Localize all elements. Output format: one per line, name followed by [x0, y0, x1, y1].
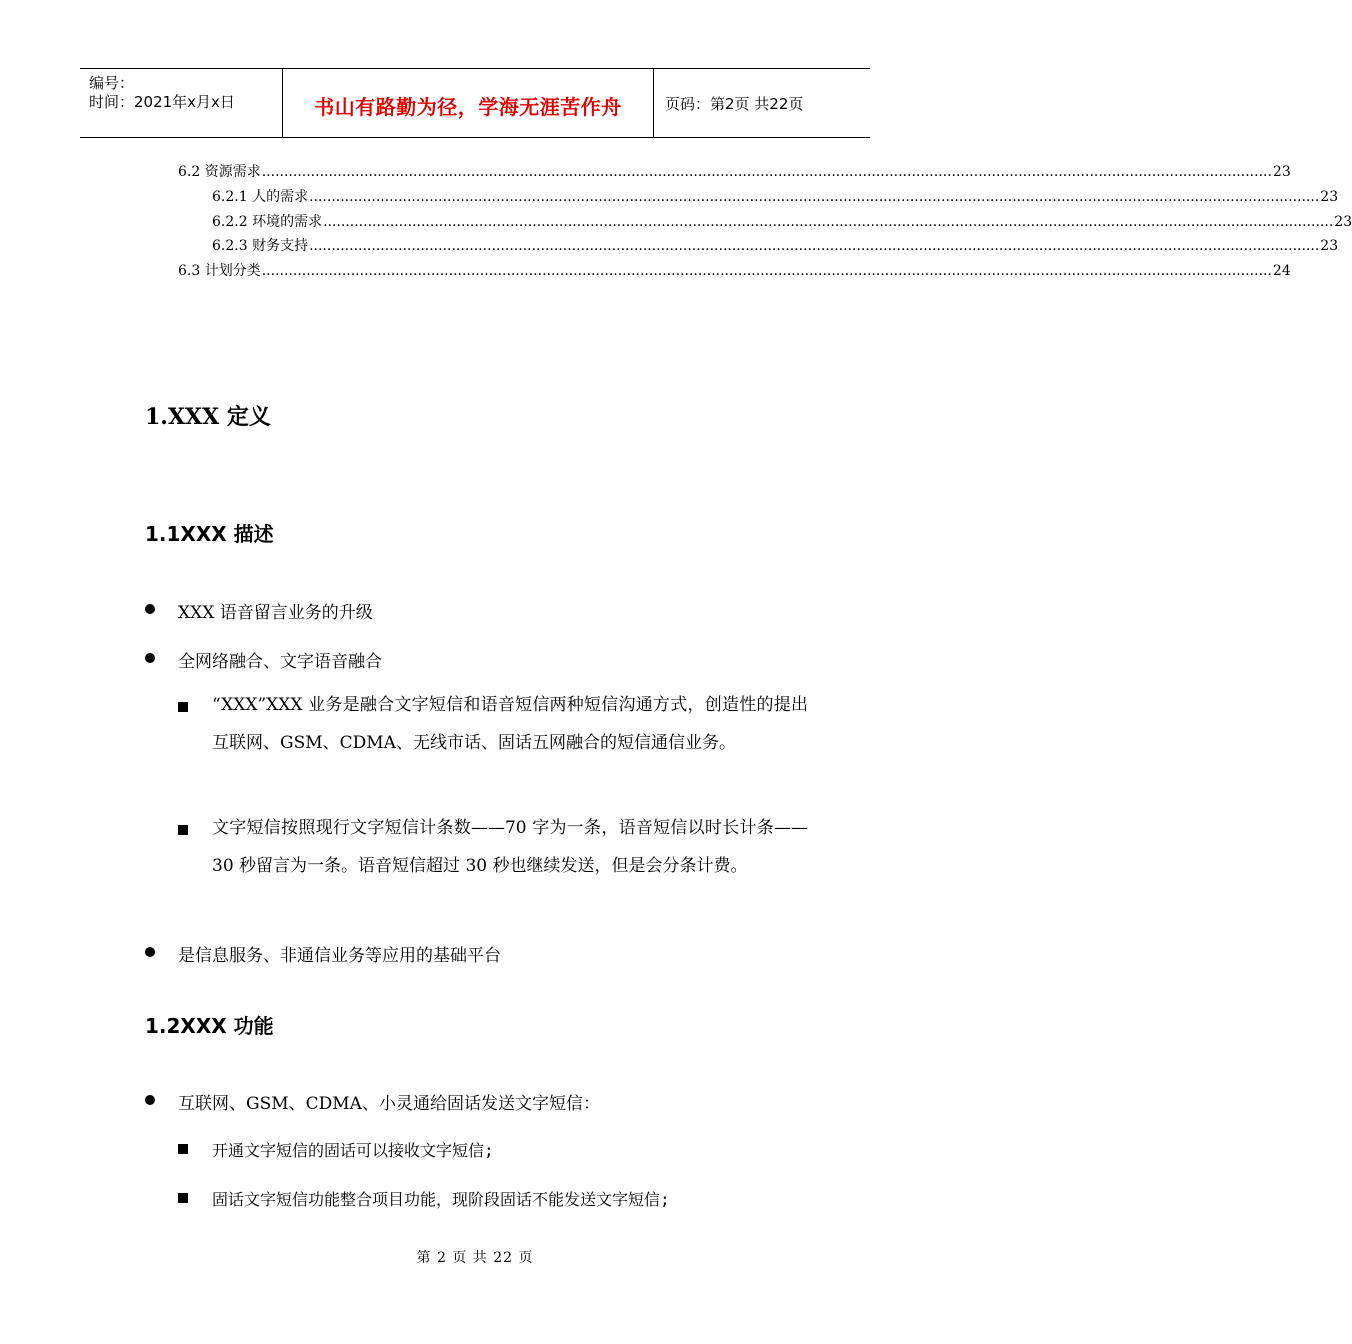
- time-label: 时间：2021年x月x日: [89, 93, 235, 111]
- header-page-cell: [654, 69, 870, 137]
- sub-bullet-item: 开通文字短信的固话可以接收文字短信;: [178, 1138, 808, 1164]
- subsection-heading: 1.1XXX 描述: [145, 522, 274, 546]
- toc-entry[interactable]: 6.2.2 环境的需求 ................................................................................................................................................................................................................................... 23: [212, 211, 806, 231]
- toc-label: 6.2.2 环境的需求: [212, 214, 323, 230]
- toc-entry[interactable]: 6.2 资源需求 ................................................................................................................................................................................................................................... 23: [178, 161, 806, 181]
- header-left-cell: [80, 69, 283, 137]
- bullet-dot-icon: [145, 1095, 155, 1105]
- toc-label: 6.2.3 财务支持: [212, 238, 309, 254]
- toc-entry[interactable]: 6.2.3 财务支持 ................................................................................................................................................................................................................................... 23: [212, 235, 806, 255]
- sub-bullet-item: “XXX”XXX 业务是融合文字短信和语音短信两种短信沟通方式，创造性的提出互联网、GSM、CDMA、无线市话、固话五网融合的短信通信业务。: [178, 696, 808, 806]
- toc-page: 23: [1320, 189, 1339, 205]
- sub-bullet-item: 固话文字短信功能整合项目功能，现阶段固话不能发送文字短信;: [178, 1187, 808, 1213]
- page-footer: 第 2 页 共 22 页: [416, 1250, 534, 1266]
- toc-page: 24: [1272, 263, 1291, 279]
- bullet-dot-icon: [145, 653, 155, 663]
- number-label: 编号：: [89, 74, 135, 92]
- toc-page: 23: [1320, 238, 1339, 254]
- motto: 书山有路勤为径，学海无涯苦作舟: [314, 95, 622, 119]
- bullet-dot-icon: [145, 947, 155, 957]
- toc-label: 6.2 资源需求: [178, 164, 261, 180]
- square-bullet-icon: [178, 1193, 188, 1203]
- square-bullet-icon: [178, 1144, 188, 1154]
- section-heading: 1.XXX 定义: [145, 404, 271, 430]
- bullet-dot-icon: [145, 604, 155, 614]
- square-bullet-icon: [178, 702, 188, 712]
- subsection-heading: 1.2XXX 功能: [145, 1014, 274, 1038]
- page-header: [80, 68, 870, 138]
- toc-page: 23: [1272, 164, 1291, 180]
- page-label: 页码：第2页 共22页: [665, 95, 804, 113]
- toc-label: 6.2.1 人的需求: [212, 189, 309, 205]
- sub-bullet-item: 文字短信按照现行文字短信计条数——70 字为一条，语音短信以时长计条——30 秒留言为一条。语音短信超过 30 秒也继续发送，但是会分条计费。: [178, 819, 808, 929]
- toc-entry[interactable]: 6.3 计划分类 ................................................................................................................................................................................................................................... 24: [178, 260, 806, 280]
- toc-entry[interactable]: 6.2.1 人的需求 ................................................................................................................................................................................................................................... 23: [212, 186, 806, 206]
- header-motto-cell: [283, 69, 654, 137]
- square-bullet-icon: [178, 825, 188, 835]
- toc-label: 6.3 计划分类: [178, 263, 261, 279]
- toc-page: 23: [1334, 214, 1352, 230]
